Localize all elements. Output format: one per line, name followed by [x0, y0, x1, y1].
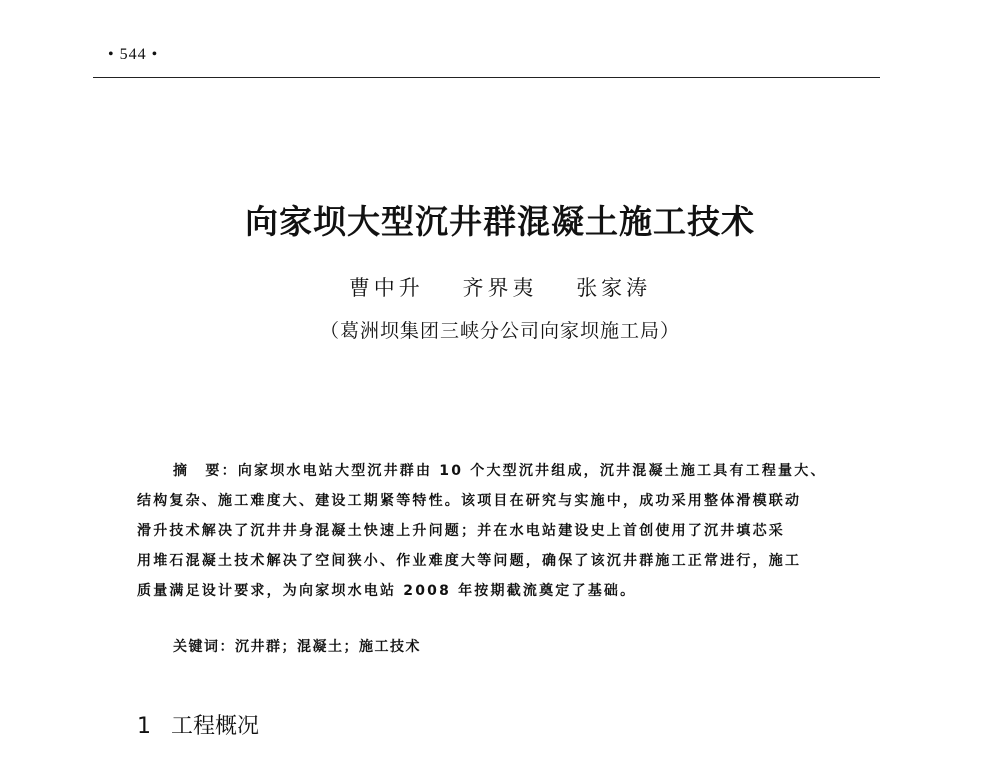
author-name: 张家涛 — [576, 276, 652, 300]
section-number: 1 — [137, 714, 151, 739]
abstract-label: 摘 要： — [173, 463, 238, 479]
abstract-line: 滑升技术解决了沉井井身混凝土快速上升问题；并在水电站建设史上首创使用了沉井填芯采 — [137, 523, 785, 539]
abstract-line: 结构复杂、施工难度大、建设工期紧等特性。该项目在研究与实施中，成功采用整体滑模联动 — [137, 493, 802, 509]
keywords-label: 关键词： — [173, 639, 235, 655]
page-number: • 544 • — [108, 46, 159, 63]
keywords — [173, 636, 421, 656]
author-name: 齐界夷 — [462, 276, 538, 300]
author-name: 曹中升 — [348, 276, 424, 300]
abstract-line: 摘 要：向家坝水电站大型沉井群由 10 个大型沉井组成，沉井混凝土施工具有工程量大、 — [173, 463, 827, 479]
header-rule — [93, 77, 880, 78]
keywords-value: 沉井群；混凝土；施工技术 — [235, 639, 421, 655]
authors — [0, 272, 1000, 302]
article-title: 向家坝大型沉井群混凝土施工技术 — [245, 202, 755, 241]
abstract — [137, 456, 849, 606]
abstract-line: 用堆石混凝土技术解决了空间狭小、作业难度大等问题，确保了该沉井群施工正常进行，施工 — [137, 553, 802, 569]
section-title: 工程概况 — [171, 714, 260, 739]
section-heading — [137, 709, 259, 740]
abstract-line: 质量满足设计要求，为向家坝水电站 2008 年按期截流奠定了基础。 — [137, 583, 637, 599]
affiliation: （葛洲坝集团三峡分公司向家坝施工局） — [319, 320, 680, 342]
